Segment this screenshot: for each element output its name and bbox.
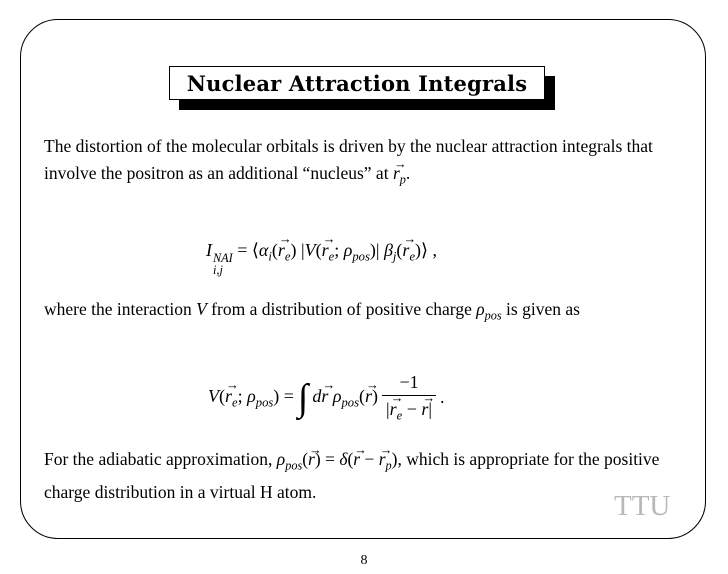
symbol-rho: ρ — [476, 299, 485, 319]
slide-title: Nuclear Attraction Integrals — [169, 66, 545, 100]
paragraph-interaction — [44, 296, 684, 329]
paragraph-interaction-mid: from a distribution of positive charge — [206, 299, 477, 319]
r-vector: → r — [393, 160, 400, 187]
equation-nai: I NAI i,j = $⟨\alpha_i(\to r_e)$ $|V(\to r_e$; $\rho_{pos})|$ $\beta_j(\to$ $r_e)⟩$ , — [206, 240, 437, 277]
page-number: 8 — [360, 553, 368, 568]
nai-subscript: i,j — [213, 263, 223, 278]
rho-subscript: pos — [484, 308, 502, 323]
paragraph-adiabatic-text: For the adiabatic approximation, — [44, 449, 277, 469]
fraction: $\frac{-1}{|\to r_e - \to r|}$ — [382, 372, 436, 423]
paragraph-intro — [44, 133, 684, 192]
paragraph-interaction-end: is given as — [501, 299, 580, 319]
r-subscript: p — [399, 171, 406, 186]
symbol-V: V — [196, 299, 207, 319]
equation-potential: $V(\to r_e$; $\rho_{pos}$) = ∫ d→ r $\rho_{pos}(\to r)$ $\frac{-1}{|\to r_e - \to r|}$ . — [208, 372, 445, 422]
paragraph-adiabatic: For the adiabatic approximation, $\rho_{pos}(\to r) = \delta(\to r$ − → $r_p$), which is appropriate for the positive charge distribution in a virtual H atom. — [44, 446, 684, 505]
paragraph-adiabatic-end: which is appropriate for the positive charge distribution in a virtual H atom. — [44, 449, 660, 502]
ttu-watermark: TTU — [614, 490, 671, 522]
paragraph-intro-end: . — [405, 162, 411, 183]
nai-superscript: NAI — [213, 250, 233, 265]
paragraph-intro-text: The distortion of the molecular orbitals is driven by the nuclear attraction integrals that involve the positron as an additional “nucleus” at — [44, 136, 653, 183]
title-box — [169, 66, 545, 100]
paragraph-interaction-text: where the interaction — [44, 299, 197, 319]
fraction-numerator: −1 — [399, 372, 419, 392]
